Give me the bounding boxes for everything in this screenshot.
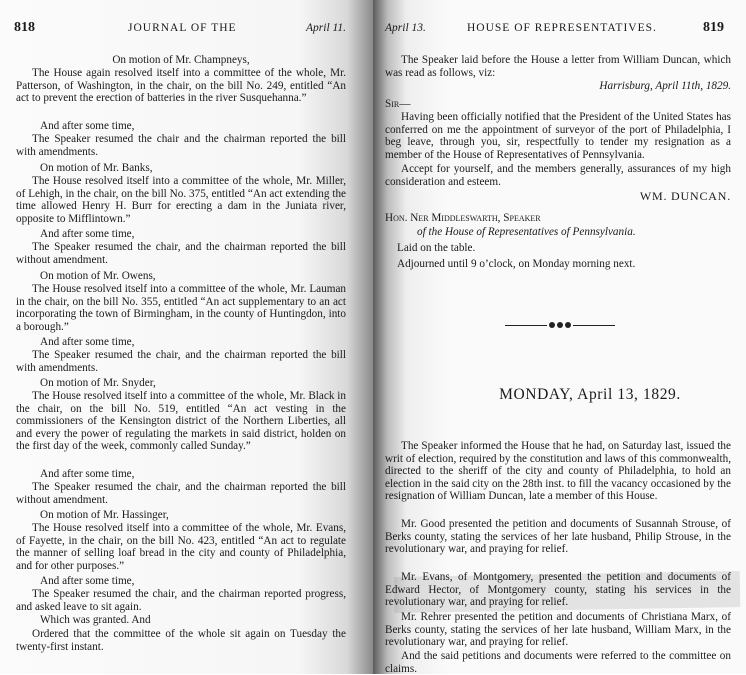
left-page [0,0,373,674]
paragraph: The Speaker resumed the chair, and the chairman reported the bill without amendment. [16,481,346,506]
paragraph: The Speaker informed the House that he had, on Saturday last, issued the writ of election, required by the constitution and laws of this commonwealth, directed to the sheriff of the city and county of Philadelphia, to hold an election in the said city on the 28th inst. to fill the vacancy occasioned by the resignation of William Duncan, late a member of this House. [385,440,731,503]
paragraph: Adjourned until 9 o’clock, on Monday morning next. [397,258,636,270]
paragraph: The Speaker resumed the chair, and the chairman reported progress, and asked leave to sit again. [16,588,346,613]
section-title: MONDAY, April 13, 1829. [499,386,681,403]
paragraph: Having been officially notified that the President of the United States has conferred on me the appointment of surveyor of the port of Philadelphia, I beg leave, through you, sir, respectfully to tender my resignation as a member of the House of Representatives of Pennsylvania. [385,111,731,161]
paragraph: And after some time, [40,468,135,480]
ornament-divider [505,322,625,330]
header-date: April 13. [385,22,426,34]
salutation: Sir— [385,98,411,110]
paragraph: Mr. Rehrer presented the petition and documents of Christiana Marx, of Berks county, stating the services of her late husband, William Marx, in the revolutionary war, and praying for relief. [385,611,731,649]
paragraph: The House resolved itself into a committee of the whole, Mr. Evans, of Fayette, in the chair, on the bill No. 423, entitled “An act to regulate the manner of selling loaf bread in the city and county of Philadelphia, and for other purposes.” [16,522,346,572]
paragraph: Laid on the table. [397,242,476,254]
paragraph: And after some time, [40,120,135,132]
paragraph: Ordered that the committee of the whole sit again on Tuesday the twenty-first instant. [16,628,346,653]
paragraph: And after some time, [40,336,135,348]
letter-dateline: Harrisburg, April 11th, 1829. [599,80,731,92]
paragraph: Which was granted. And [40,614,151,626]
addressee: Hon. Ner Middleswarth, Speaker [385,212,541,224]
motion-line: On motion of Mr. Hassinger, [40,509,169,521]
paragraph: The Speaker laid before the House a letter from William Duncan, which was read as follows, viz: [385,54,731,79]
motion-line: On motion of Mr. Owens, [40,270,156,282]
page-number: 818 [14,20,35,35]
running-header: JOURNAL OF THE [128,22,237,34]
paragraph: The Speaker resumed the chair, and the chairman reported the bill without amendment. [16,241,346,266]
signature: WM. DUNCAN. [639,189,731,203]
page-number: 819 [703,20,724,35]
paragraph: The Speaker resumed the chair, and the chairman reported the bill with amendments. [16,349,346,374]
paragraph: Accept for yourself, and the members generally, assurances of my high consideration and esteem. [385,163,731,188]
paragraph: And the said petitions and documents were referred to the committee on claims. [385,650,731,675]
paragraph: The House resolved itself into a committee of the whole, Mr. Miller, of Lehigh, in the chair, on the bill No. 375, entitled “An act extending the time allowed Henry H. Burr for erecting a dam in the Juniata river, opposite to Mifflintown.” [16,175,346,225]
paragraph: And after some time, [40,575,135,587]
motion-line: On motion of Mr. Champneys, [112,54,250,66]
paragraph: The House again resolved itself into a committee of the whole, Mr. Patterson, of Washington, in the chair, on the bill No. 249, entitled “An act to prevent the erection of batteries in the river Susquehanna.” [16,67,346,105]
running-header: HOUSE OF REPRESENTATIVES. [467,22,657,34]
paragraph: Mr. Good presented the petition and documents of Susannah Strouse, of Berks county, stating the services of her late husband, Philip Strouse, in the revolutionary war, and praying for relief. [385,518,731,556]
paragraph: The Speaker resumed the chair and the chairman reported the bill with amendments. [16,133,346,158]
paragraph: The House resolved itself into a committee of the whole, Mr. Black in the chair, on the bill No. 519, entitled “An act vesting in the commissioners of the Kensington district of the Northern Liberties, all and every the power of regulating the markets in said district, holden on the first day of the week, commonly called Sunday.” [16,390,346,453]
paragraph: Mr. Evans, of Montgomery, presented the petition and documents of Edward Hector, of Montgomery county, stating his services in the revolutionary war, and praying for relief. [385,571,731,609]
motion-line: On motion of Mr. Banks, [40,162,153,174]
motion-line: On motion of Mr. Snyder, [40,377,156,389]
addressee-title: of the House of Representatives of Pennsylvania. [417,226,636,238]
paragraph: And after some time, [40,228,135,240]
header-date: April 11. [306,22,347,34]
paragraph: The House resolved itself into a committee of the whole, Mr. Lauman in the chair, on the bill No. 355, entitled “An act supplementary to an act incorporating the town of Birmingham, in the county of Huntingdon, into a borough.” [16,283,346,333]
